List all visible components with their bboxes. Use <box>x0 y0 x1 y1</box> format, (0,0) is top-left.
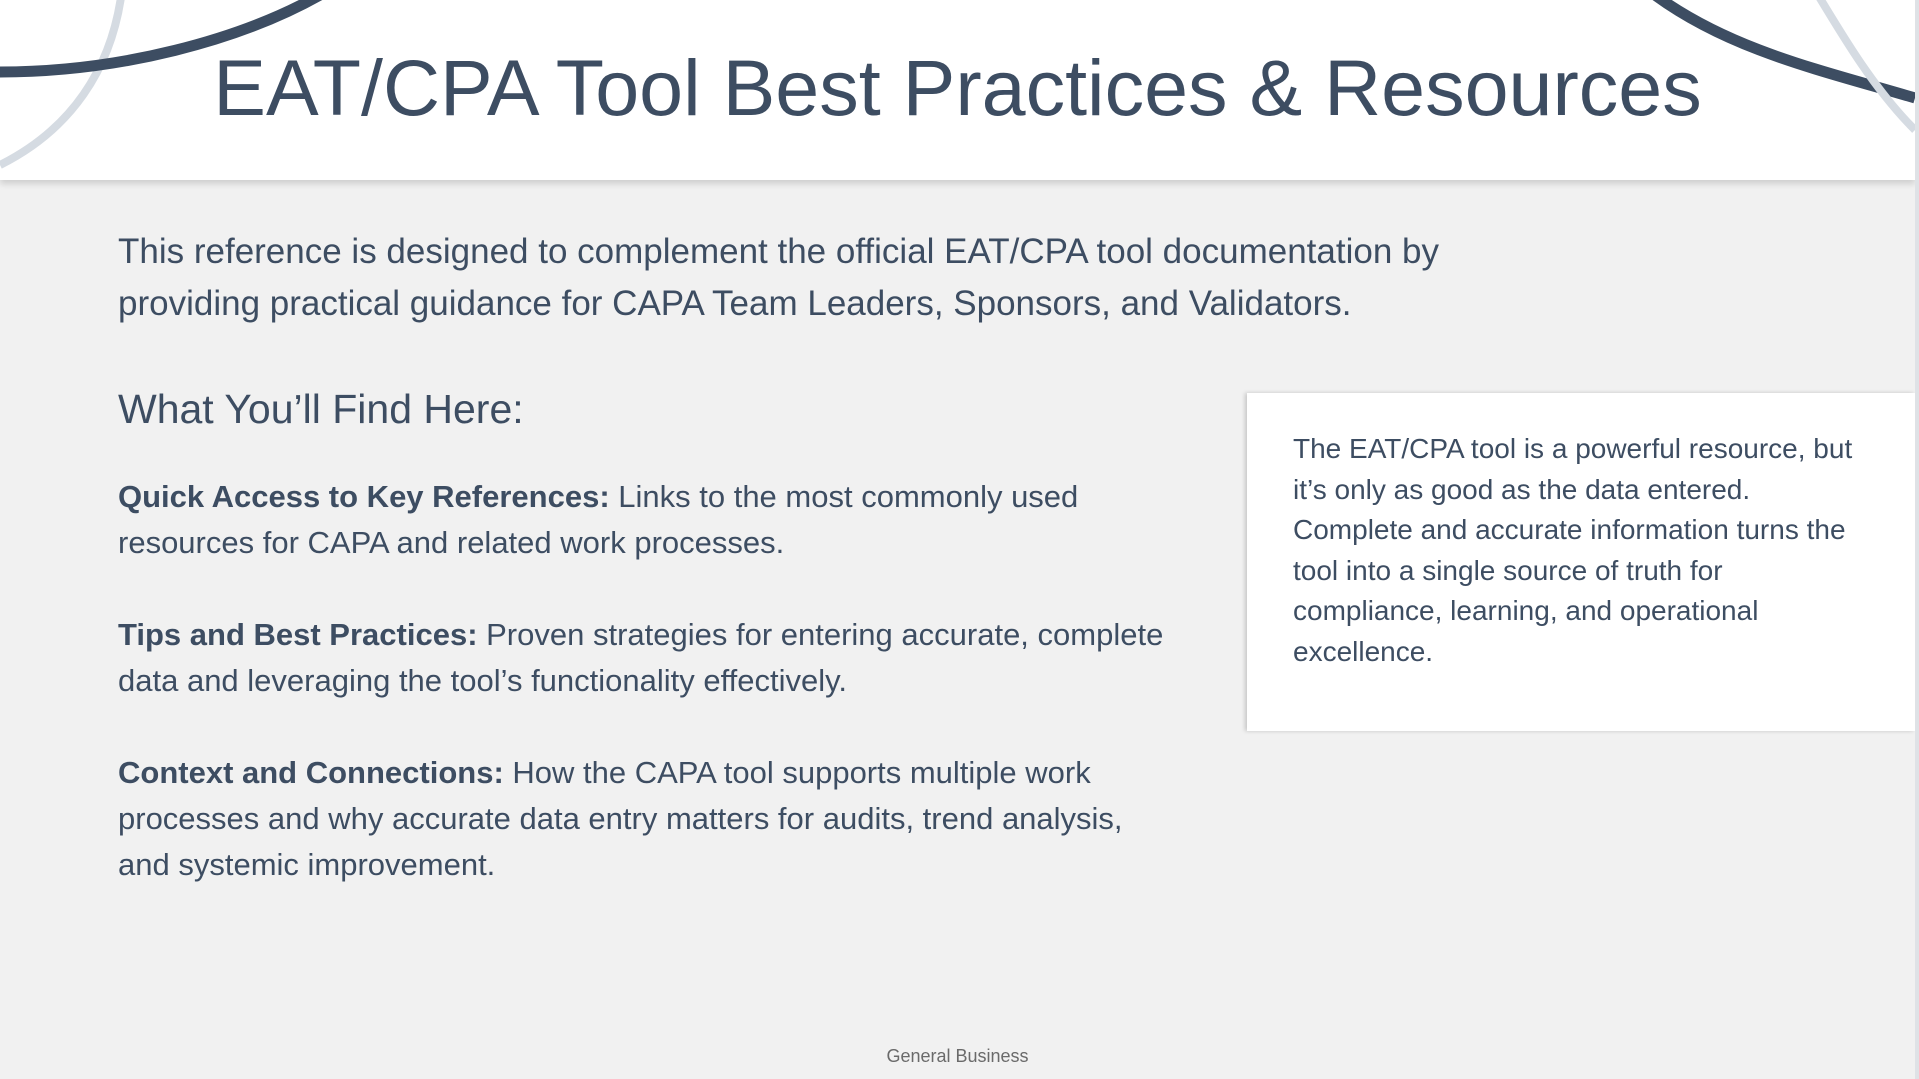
section-heading: What You’ll Find Here: <box>118 386 524 432</box>
list-item-lead: Quick Access to Key References: <box>118 479 610 514</box>
list-item-text: Proven strategies for entering accurate, complete data and leveraging the tool’s functionality effectively. <box>118 617 1164 698</box>
footer-label: General Business <box>886 1046 1029 1066</box>
callout-box <box>1247 393 1915 731</box>
callout-text: The EAT/CPA tool is a powerful resource, but it’s only as good as the data entered. Complete and accurate information turns the tool into a single source of truth for compliance, learning, and operational excellence. <box>1293 433 1853 667</box>
list-item-text: Links to the most commonly used resources for CAPA and related work processes. <box>118 479 1079 560</box>
list-item-lead: Context and Connections: <box>118 755 504 790</box>
intro-paragraph: This reference is designed to complement the official EAT/CPA tool documentation by providing practical guidance for CAPA Team Leaders, Sponsors, and Validators. <box>118 232 1439 323</box>
slide-title: EAT/CPA Tool Best Practices & Resources <box>213 43 1702 132</box>
list-item-context <box>118 750 1178 888</box>
list-item-lead: Tips and Best Practices: <box>118 617 478 652</box>
list-item-text: How the CAPA tool supports multiple work processes and why accurate data entry matters for audits, trend analysis, and systemic improvement. <box>118 755 1123 882</box>
window-edge <box>1915 0 1919 1079</box>
list-item-quick-access <box>118 474 1178 566</box>
list-item-tips <box>118 612 1178 704</box>
slide-header <box>0 0 1915 180</box>
